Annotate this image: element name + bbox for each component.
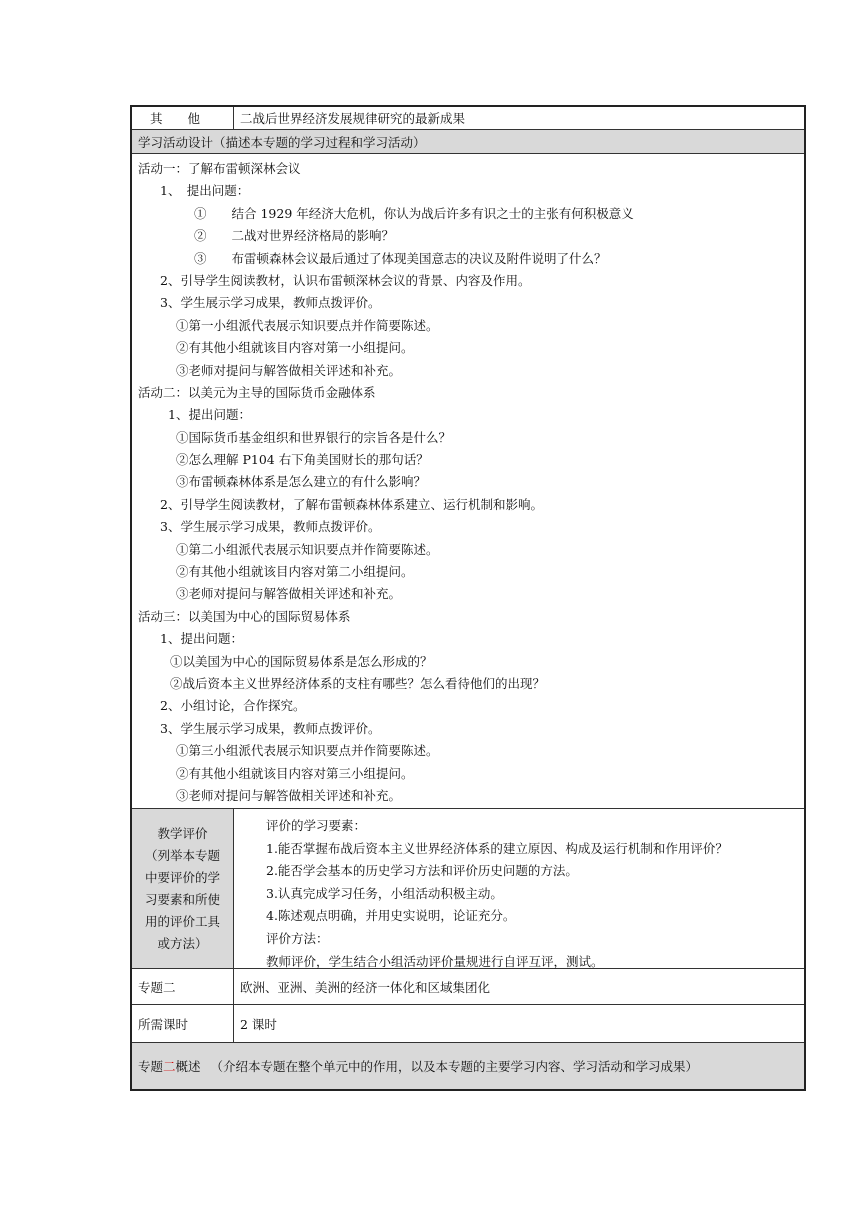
- activity-line: ②有其他小组就该目内容对第二小组提问。: [176, 564, 414, 580]
- topic-label: 专题二: [132, 969, 234, 1004]
- activity-line: ①第二小组派代表展示知识要点并作简要陈述。: [176, 541, 439, 557]
- activity-line: ③老师对提问与解答做相关评述和补充。: [176, 586, 402, 602]
- activity-line: ③布雷顿森林体系是怎么建立的有什么影响？: [176, 474, 427, 490]
- activity-line: 3、学生展示学习成果，教师点拨评价。: [160, 295, 381, 311]
- topic-value: 欧洲、亚洲、美洲的经济一体化和区域集团化: [240, 979, 491, 995]
- hours-value: 2 课时: [240, 1016, 277, 1032]
- activities-content: [132, 154, 634, 808]
- evaluation-line: 2.能否学会基本的历史学习方法和评价历史问题的方法。: [266, 863, 578, 879]
- activity-line: ② 二战对世界经济格局的影响？: [194, 228, 395, 244]
- overview-number: 二: [163, 1059, 176, 1074]
- other-label: 其 他: [132, 107, 234, 129]
- other-value: 二战后世界经济发展规律研究的最新成果: [240, 111, 466, 126]
- activity-line: 3、学生展示学习成果，教师点拨评价。: [160, 720, 381, 736]
- activity-line: 2、引导学生阅读教材，认识布雷顿深林会议的背景、内容及作用。: [160, 272, 531, 288]
- activity-line: 3、学生展示学习成果，教师点拨评价。: [160, 519, 381, 535]
- evaluation-line: 评价方法：: [266, 930, 329, 946]
- activity-design-header: 学习活动设计（描述本专题的学习过程和学习活动）: [132, 130, 804, 154]
- other-row: [132, 107, 804, 130]
- activity-line: ③ 布雷顿森林会议最后通过了体现美国意志的决议及附件说明了什么？: [194, 250, 607, 266]
- activity-line: ① 结合 1929 年经济大危机，你认为战后许多有识之士的主张有何积极意义: [194, 205, 634, 221]
- evaluation-line: 1.能否掌握布战后资本主义世界经济体系的建立原因、构成及运行机制和作用评价？: [266, 840, 728, 856]
- evaluation-line: 4.陈述观点明确，并用史实说明，论证充分。: [266, 908, 516, 924]
- activity-line: ②怎么理解 P104 右下角美国财长的那句话？: [176, 452, 429, 468]
- overview-note: （介绍本专题在整个单元中的作用，以及本专题的主要学习内容、学习活动和学习成果）: [210, 1059, 699, 1074]
- activity-line: 1、提出问题：: [168, 407, 251, 423]
- activity-line: ①第一小组派代表展示知识要点并作简要陈述。: [176, 317, 439, 333]
- evaluation-line: 3.认真完成学习任务，小组活动积极主动。: [266, 885, 503, 901]
- activity-line: 2、小组讨论，合作探究。: [160, 698, 306, 714]
- activity-line: 活动一：了解布雷顿深林会议: [138, 161, 301, 176]
- evaluation-label-line: 习要素和所使: [144, 891, 220, 907]
- activity-line: 活动三：以美国为中心的国际贸易体系: [138, 608, 351, 624]
- activity-line: ①第三小组派代表展示知识要点并作简要陈述。: [176, 743, 439, 759]
- activity-line: ①以美国为中心的国际贸易体系是怎么形成的？: [170, 653, 433, 669]
- evaluation-line: 评价的学习要素：: [266, 818, 367, 833]
- evaluation-label-line: 或方法）: [157, 935, 208, 951]
- activity-line: 2、引导学生阅读教材，了解布雷顿森林体系建立、运行机制和影响。: [160, 496, 543, 512]
- activity-line: ②有其他小组就该目内容对第一小组提问。: [176, 340, 414, 356]
- activity-line: 1、 提出问题：: [160, 183, 250, 199]
- activity-line: 活动二：以美元为主导的国际货币金融体系: [138, 384, 376, 400]
- evaluation-content: [234, 809, 804, 968]
- activity-line: ②有其他小组就该目内容对第三小组提问。: [176, 765, 414, 781]
- activity-line: ②战后资本主义世界经济体系的支柱有哪些？怎么看待他们的出现？: [170, 675, 546, 691]
- evaluation-label: [132, 809, 234, 968]
- course-design-table: [130, 105, 806, 1091]
- evaluation-label-line: 教学评价: [157, 825, 208, 841]
- hours-label: 所需课时: [132, 1005, 234, 1042]
- evaluation-label-line: （列举本专题: [144, 847, 220, 863]
- evaluation-label-line: 用的评价工具: [144, 913, 220, 929]
- evaluation-row: [132, 809, 804, 969]
- evaluation-label-line: 中要评价的学: [144, 869, 220, 885]
- overview-prefix: 专题: [138, 1059, 164, 1074]
- activities-row: [132, 154, 804, 809]
- topic-row: [132, 969, 804, 1005]
- topic-overview-header: [132, 1043, 804, 1089]
- activity-line: 1、提出问题：: [160, 631, 243, 647]
- activity-line: ③老师对提问与解答做相关评述和补充。: [176, 362, 402, 378]
- hours-row: [132, 1005, 804, 1043]
- overview-middle: 概述: [175, 1059, 201, 1074]
- activity-line: ①国际货币基金组织和世界银行的宗旨各是什么？: [176, 429, 452, 445]
- activity-line: ③老师对提问与解答做相关评述和补充。: [176, 787, 402, 803]
- evaluation-line: 教师评价，学生结合小组活动评价量规进行自评互评，测试。: [266, 953, 604, 969]
